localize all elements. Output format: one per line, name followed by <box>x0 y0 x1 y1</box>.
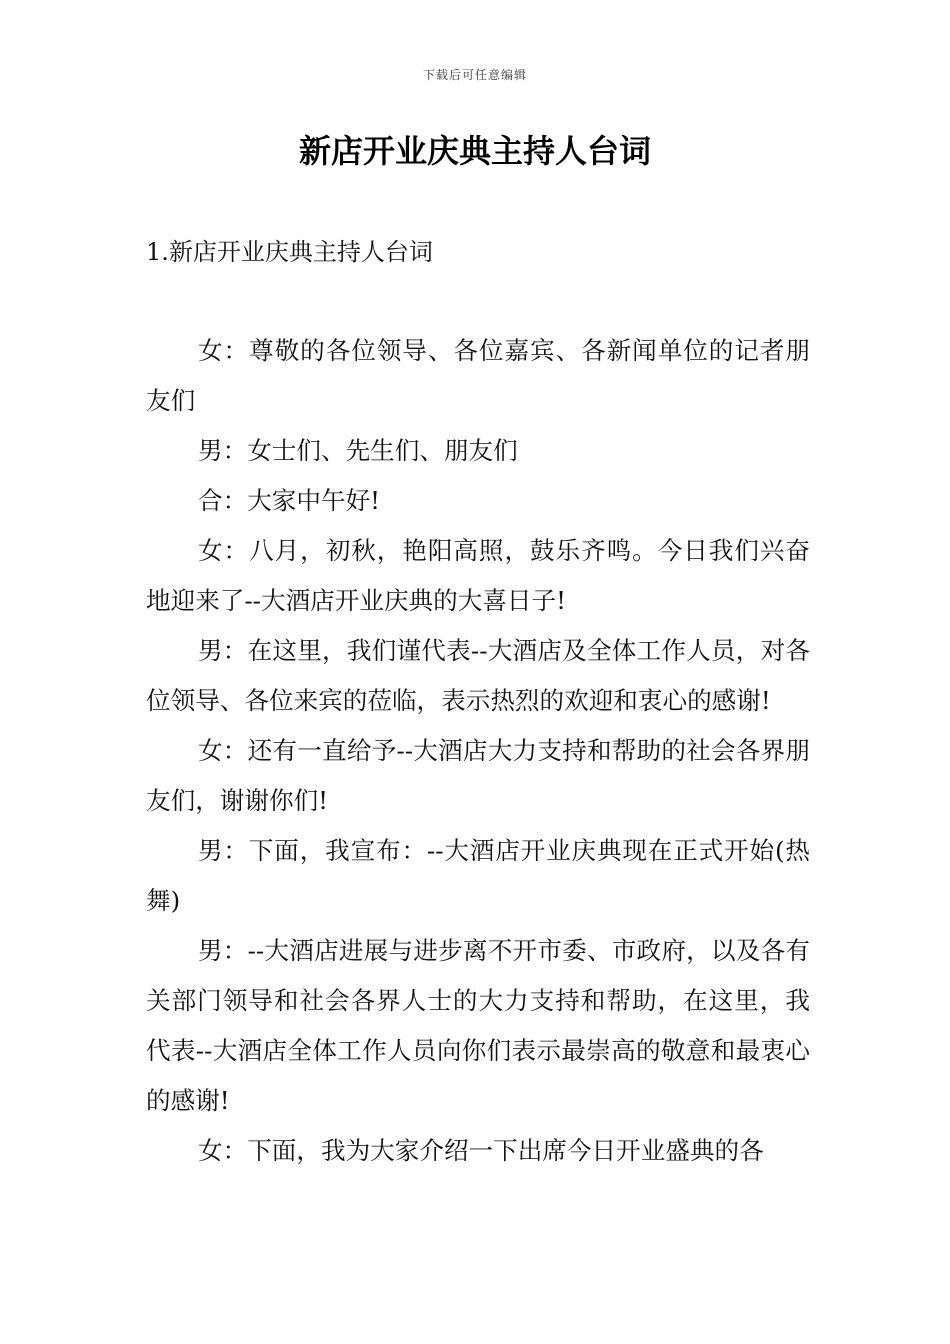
paragraph: 合：大家中午好! <box>198 486 381 515</box>
paragraph: 女：下面，我为大家介绍一下出席今日开业盛典的各 <box>198 1136 764 1165</box>
document-title: 新店开业庆典主持人台词 <box>298 132 651 170</box>
paragraph: 女：还有一直给予--大酒店大力支持和帮助的社会各界朋友们，谢谢你们! <box>146 736 810 815</box>
paragraph: 男：--大酒店进展与进步离不开市委、市政府，以及各有关部门领导和社会各界人士的大力支持和帮助，在这里，我代表--大酒店全体工作人员向你们表示最崇高的敬意和最衷心的感谢! <box>146 936 810 1115</box>
paragraph: 女：尊敬的各位领导、各位嘉宾、各新闻单位的记者朋友们 <box>146 336 810 415</box>
header-note: 下载后可任意编辑 <box>422 68 527 82</box>
section-heading: 1.新店开业庆典主持人台词 <box>146 238 433 266</box>
paragraph: 男：下面，我宣布：--大酒店开业庆典现在正式开始(热舞) <box>146 836 810 915</box>
paragraph: 女：八月，初秋，艳阳高照，鼓乐齐鸣。今日我们兴奋地迎来了--大酒店开业庆典的大喜日子! <box>146 536 810 615</box>
paragraph: 男：在这里，我们谨代表--大酒店及全体工作人员，对各位领导、各位来宾的莅临，表示热烈的欢迎和衷心的感谢! <box>146 636 810 715</box>
paragraph: 男：女士们、先生们、朋友们 <box>198 436 518 465</box>
document-body <box>146 326 810 1176</box>
